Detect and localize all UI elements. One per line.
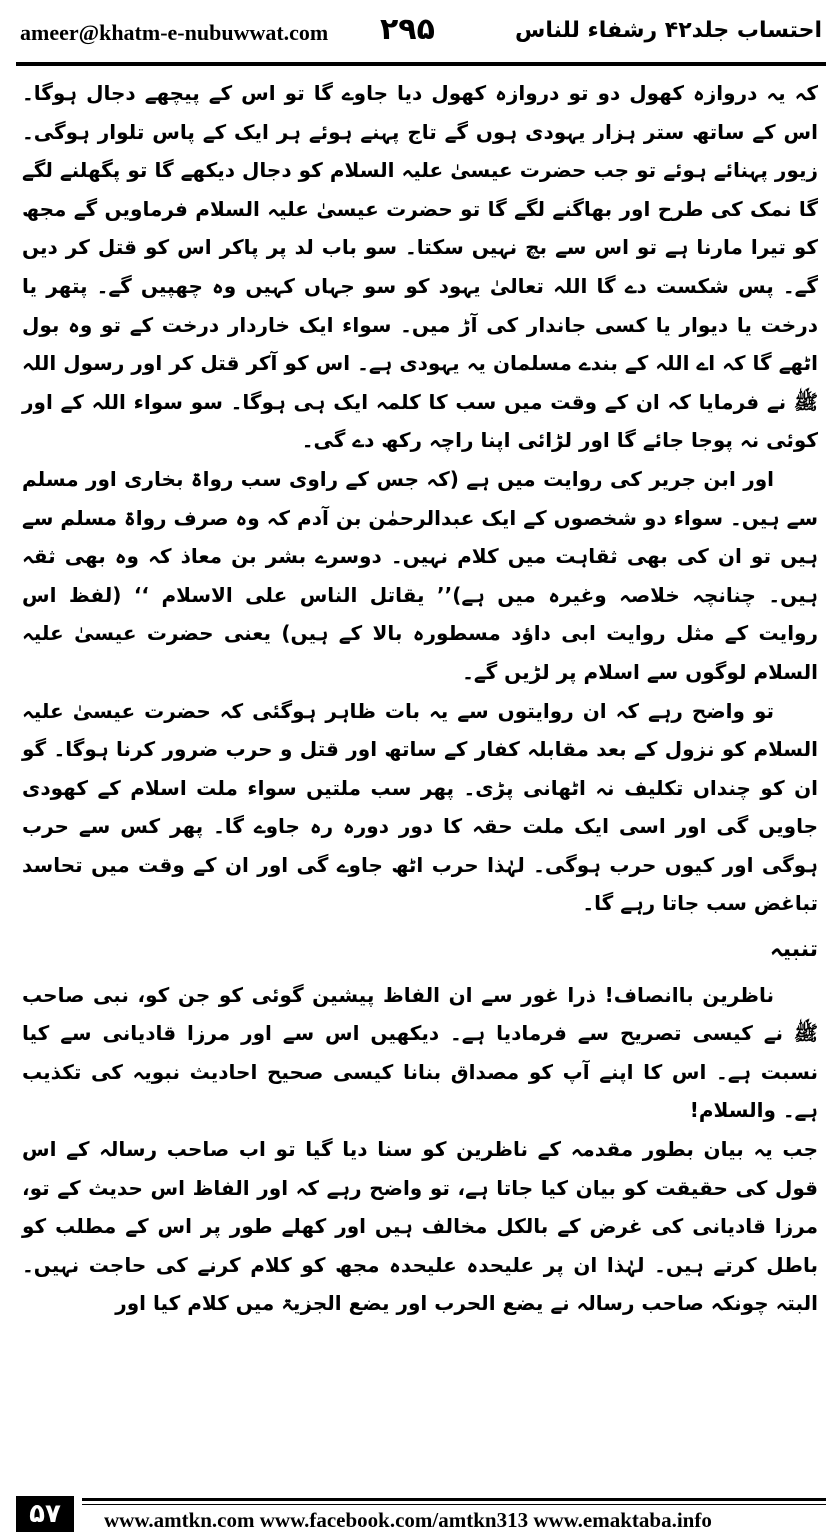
header-book-title: احتساب جلد۴۲ رشفاء للناس	[514, 18, 822, 43]
section-heading: تنبیہ	[769, 937, 818, 963]
header-email: ameer@khatm-e-nubuwwat.com	[20, 20, 329, 45]
footer-rule	[82, 1498, 826, 1505]
paragraph-5: جب یہ بیان بطور مقدمہ کے ناظرین کو سنا دیا گیا تو اب صاحب رسالہ کے اس قول کی حقیقت کو بیان کیا جاتا ہے، تو واضح رہے کہ اور الفاظ اس حدیث کے تو، مرزا قادیانی کی غرض کے بالکل مخالف ہیں اور کھلے طور پر اس کے مطلب کو باطل کرتے ہیں۔ لہٰذا ان پر علیحدہ علیحدہ مجھ کو کلام کرنے کی حاجت نہیں۔ البتہ چونکہ صاحب رسالہ نے یضع الحرب اور یضع الجزیۃ میں کلام کیا اور	[22, 1137, 818, 1316]
page-body	[22, 74, 818, 1323]
paragraph-2: اور ابن جریر کی روایت میں ہے (کہ جس کے راوی سب رواۃ بخاری اور مسلم سے ہیں۔ سواء دو شخصوں کے ایک عبدالرحمٰن بن آدم کہ وہ صرف رواۃ مسلم سے ہیں تو ان کی بھی ثقاہت میں کلام نہیں۔ دوسرے بشر بن معاذ کہ وہ بھی ثقہ ہیں۔ چنانچہ خلاصہ وغیرہ میں ہے)’’ یقاتل الناس علی الاسلام ‘‘ (لفظ اس روایت کے مثل روایت ابی داؤد مسطورہ بالا کے ہیں) یعنی حضرت عیسیٰ علیہ السلام لوگوں سے اسلام پر لڑیں گے۔	[22, 466, 818, 684]
page-header	[20, 14, 822, 60]
page-footer	[16, 1496, 826, 1532]
paragraph-4: ناظرین باانصاف! ذرا غور سے ان الفاظ پیشین گوئی کو جن کو، نبی صاحب ﷺ نے کیسی تصریح سے فرمادیا ہے۔ دیکھیں اس سے اور مرزا قادیانی سے کیا نسبت ہے۔ اس کا اپنے آپ کو مصداق بنانا کیسی صحیح احادیث نبویہ کی تکذیب ہے۔ والسلام!	[22, 982, 818, 1123]
header-rule	[16, 62, 826, 66]
paragraph-1: کہ یہ دروازہ کھول دو تو دروازہ کھول دیا جاوے گا تو اس کے پیچھے دجال ہوگا۔ اس کے ساتھ ستر ہزار یہودی ہوں گے تاج پہنے ہوئے ہر ایک کے پاس تلوار ہوگی۔ زیور پہنائے ہوئے تو جب حضرت عیسیٰ علیہ السلام کو دجال دیکھے گا تو پگھلنے لگے گا نمک کی طرح اور بھاگنے لگے گا تو حضرت عیسیٰ علیہ السلام فرماویں گے مجھ کو تیرا مارنا ہے تو اس سے بچ نہیں سکتا۔ سو باب لد پر پاکر اس کو قتل کر دیں گے۔ پس شکست دے گا اللہ تعالیٰ یہود کو سو جہاں کہیں وہ چھپیں گے۔ پتھر یا درخت یا دیوار یا کسی جاندار کی آڑ میں۔ سواء ایک خاردار درخت کے تو وہ بول اٹھے گا کہ اے اللہ کے بندے مسلمان یہ یہودی ہے۔ اس کو آکر قتل کر اور رسول اللہ ﷺ نے فرمایا کہ ان کے وقت میں سب کا کلمہ ایک ہی ہوگا۔ سو سواء اللہ کے اور کوئی نہ پوجا جائے گا اور لڑائی اپنا راچہ رکھ دے گی۔	[22, 81, 818, 453]
paragraph-3: تو واضح رہے کہ ان روایتوں سے یہ بات ظاہر ہوگئی کہ حضرت عیسیٰ علیہ السلام کو نزول کے بعد مقابلہ کفار کے ساتھ اور قتل و حرب ضرور کرنا ہوگا۔ گو ان کو چنداں تکلیف نہ اٹھانی پڑی۔ پھر سب ملتیں سواء ملت اسلام کے کھودی جاویں گی اور اسی ایک ملت حقہ کا دور دورہ رہ جاوے گا۔ پھر کس سے حرب ہوگی اور کیوں حرب ہوگی۔ لہٰذا حرب اٹھ جاوے گی اور ان کے وقت میں تحاسد تباغض سب جاتا رہے گا۔	[22, 698, 818, 916]
footer-page-number: ۵۷	[16, 1496, 74, 1532]
header-page-number: ۲۹۵	[380, 12, 435, 47]
footer-urls: www.amtkn.com www.facebook.com/amtkn313 www.emaktaba.info	[104, 1508, 712, 1532]
